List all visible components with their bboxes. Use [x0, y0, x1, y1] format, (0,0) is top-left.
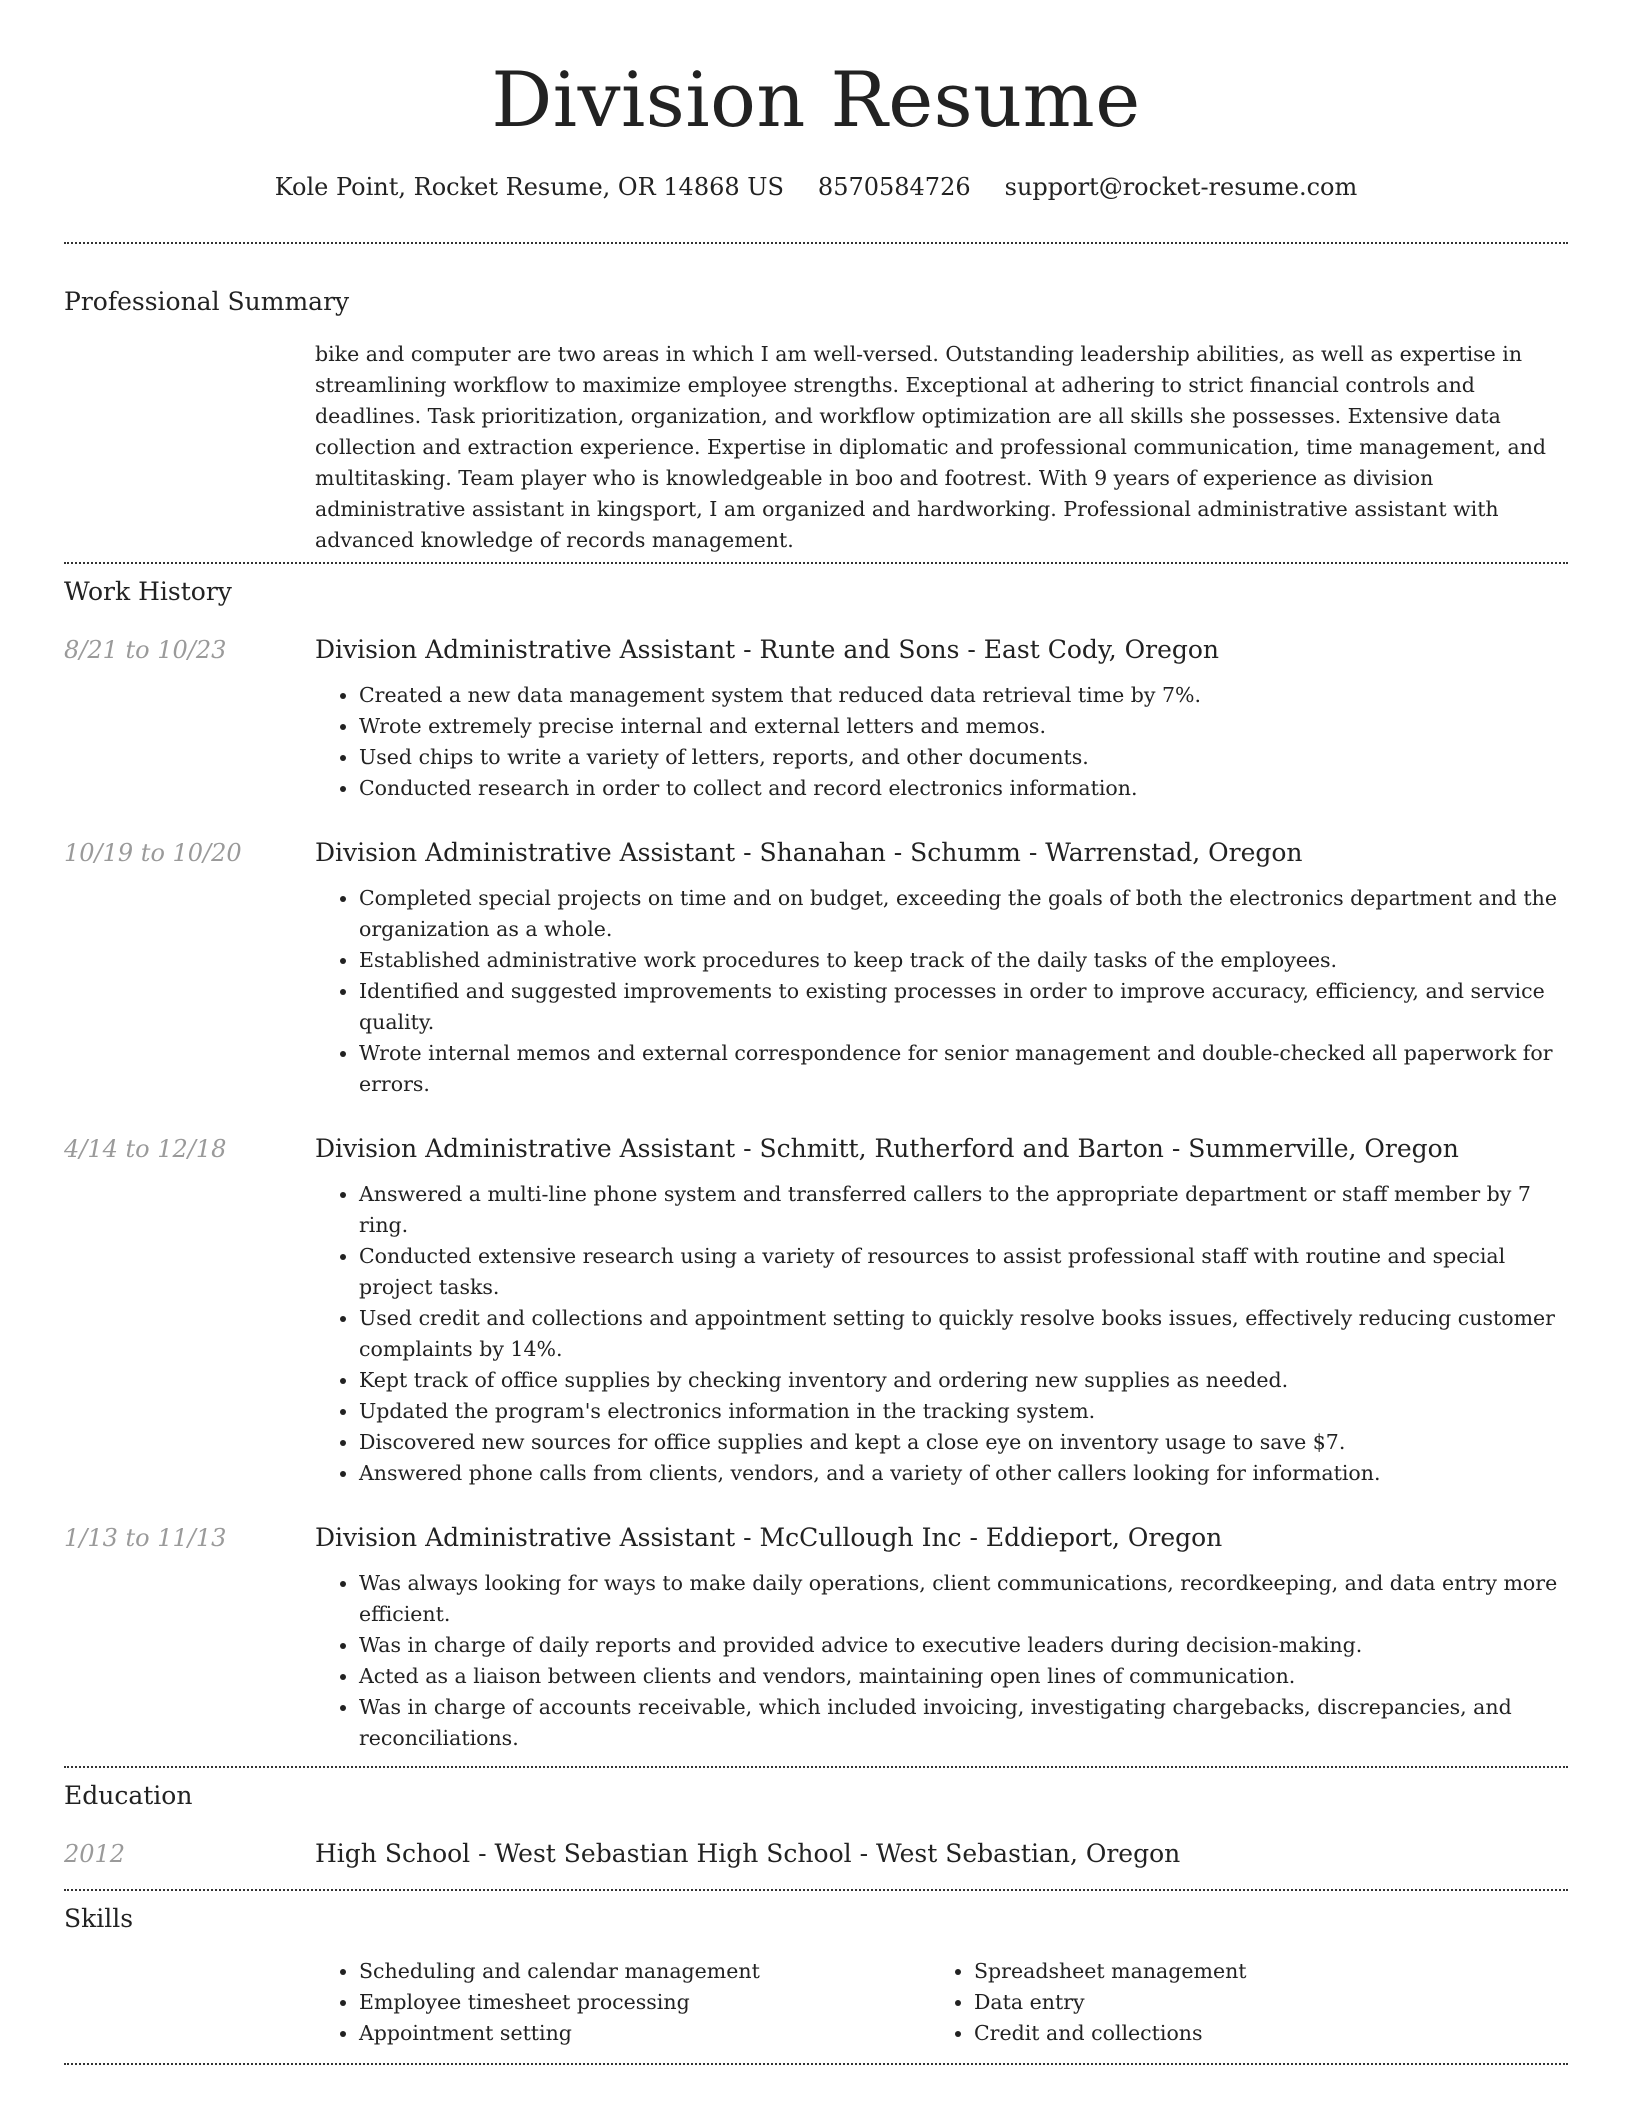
job-title: Division Administrative Assistant - Runte and Sons - East Cody, Oregon — [315, 635, 1220, 664]
summary-heading: Professional Summary — [64, 287, 350, 316]
job-bullet: • Used chips to write a variety of letters, reports, and other documents. — [359, 742, 1568, 773]
job-bullet: • Discovered new sources for office supplies and kept a close eye on inventory usage to save $7. — [359, 1427, 1568, 1458]
job-dates: 1/13 to 11/13 — [64, 1524, 227, 1552]
skill-item: • Spreadsheet management — [974, 1956, 1545, 1987]
header-divider — [64, 242, 1568, 244]
job-bullet: • Answered phone calls from clients, vendors, and a variety of other callers looking for information. — [359, 1458, 1568, 1489]
job-bullet: • Identified and suggested improvements to existing processes in order to improve accuracy, efficiency, and service quality. — [359, 976, 1568, 1038]
summary-section — [64, 285, 1568, 556]
job-bullet: • Answered a multi-line phone system and transferred callers to the appropriate department or staff member by 7 ring. — [359, 1179, 1568, 1241]
education-section — [64, 1779, 1568, 1871]
education-detail: High School - West Sebastian High School - West Sebastian, Oregon — [315, 1839, 1181, 1868]
job-bullets — [315, 1179, 1568, 1489]
job-entry — [64, 1521, 1568, 1754]
education-entry — [64, 1837, 1568, 1871]
skills-columns — [315, 1956, 1568, 2049]
skill-item: • Employee timesheet processing — [359, 1987, 930, 2018]
job-bullet: • Acted as a liaison between clients and vendors, maintaining open lines of communication. — [359, 1661, 1568, 1692]
education-divider — [64, 1889, 1568, 1891]
job-bullet: • Conducted research in order to collect and record electronics information. — [359, 773, 1568, 804]
job-dates: 10/19 to 10/20 — [64, 839, 242, 867]
job-bullet: • Updated the program's electronics information in the tracking system. — [359, 1396, 1568, 1427]
summary-text: bike and computer are two areas in which I am well-versed. Outstanding leadership abilities, as well as expertise in streamlining workflow to maximize employee strengths. Exceptional at adhering to strict financial controls and deadlines. Task prioritization, organization, and workflow optimization are all skills she possesses. Extensive data collection and extraction experience. Expertise in diplomatic and professional communication, time management, and multitasking. Team player who is knowledgeable in boo and footrest. With 9 years of experience as division administrative assistant in kingsport, I am organized and hardworking. Professional administrative assistant with advanced knowledge of records management. — [315, 342, 1547, 552]
skill-item: • Appointment setting — [359, 2018, 930, 2049]
skill-item: • Data entry — [974, 1987, 1545, 2018]
job-dates: 8/21 to 10/23 — [64, 636, 227, 664]
skill-item: • Credit and collections — [974, 2018, 1545, 2049]
job-bullets — [315, 1568, 1568, 1754]
job-bullet: • Was in charge of daily reports and provided advice to executive leaders during decision-making. — [359, 1630, 1568, 1661]
job-title: Division Administrative Assistant - Schmitt, Rutherford and Barton - Summerville, Oregon — [315, 1134, 1459, 1163]
job-bullet: • Wrote internal memos and external correspondence for senior management and double-checked all paperwork for errors. — [359, 1038, 1568, 1100]
contact-phone: 8570584726 — [817, 173, 971, 201]
skills-list-left — [315, 1956, 930, 2049]
skills-section — [64, 1902, 1568, 2049]
resume-title: Division Resume — [491, 55, 1141, 144]
education-heading: Education — [64, 1781, 193, 1810]
job-bullet: • Completed special projects on time and on budget, exceeding the goals of both the electronics department and the organization as a whole. — [359, 883, 1568, 945]
job-title: Division Administrative Assistant - McCullough Inc - Eddieport, Oregon — [315, 1523, 1223, 1552]
job-bullets — [315, 680, 1568, 804]
job-bullet: • Used credit and collections and appointment setting to quickly resolve books issues, effectively reducing customer complaints by 14%. — [359, 1303, 1568, 1365]
job-bullet: • Wrote extremely precise internal and external letters and memos. — [359, 711, 1568, 742]
job-bullet: • Created a new data management system that reduced data retrieval time by 7%. — [359, 680, 1568, 711]
education-year: 2012 — [64, 1840, 126, 1868]
work-history-divider — [64, 1766, 1568, 1768]
job-dates: 4/14 to 12/18 — [64, 1135, 227, 1163]
work-history-heading: Work History — [64, 577, 232, 606]
job-bullet: • Established administrative work procedures to keep track of the daily tasks of the employees. — [359, 945, 1568, 976]
skills-divider — [64, 2063, 1568, 2065]
skill-item: • Scheduling and calendar management — [359, 1956, 930, 1987]
job-bullet: • Kept track of office supplies by checking inventory and ordering new supplies as needed. — [359, 1365, 1568, 1396]
contact-address: Kole Point, Rocket Resume, OR 14868 US — [274, 173, 784, 201]
contact-email: support@rocket-resume.com — [1004, 173, 1358, 201]
job-entry — [64, 633, 1568, 804]
job-bullets — [315, 883, 1568, 1100]
summary-divider — [64, 562, 1568, 564]
work-history-section — [64, 575, 1568, 1754]
job-entry — [64, 1132, 1568, 1489]
job-title: Division Administrative Assistant - Shanahan - Schumm - Warrenstad, Oregon — [315, 838, 1303, 867]
job-entry — [64, 836, 1568, 1100]
job-bullet: • Was in charge of accounts receivable, which included invoicing, investigating chargebacks, discrepancies, and reconciliations. — [359, 1692, 1568, 1754]
skills-list-right — [930, 1956, 1545, 2049]
contact-line — [64, 170, 1568, 204]
job-bullet: • Conducted extensive research using a variety of resources to assist professional staff with routine and special project tasks. — [359, 1241, 1568, 1303]
job-bullet: • Was always looking for ways to make daily operations, client communications, recordkeeping, and data entry more efficient. — [359, 1568, 1568, 1630]
skills-heading: Skills — [64, 1904, 134, 1933]
